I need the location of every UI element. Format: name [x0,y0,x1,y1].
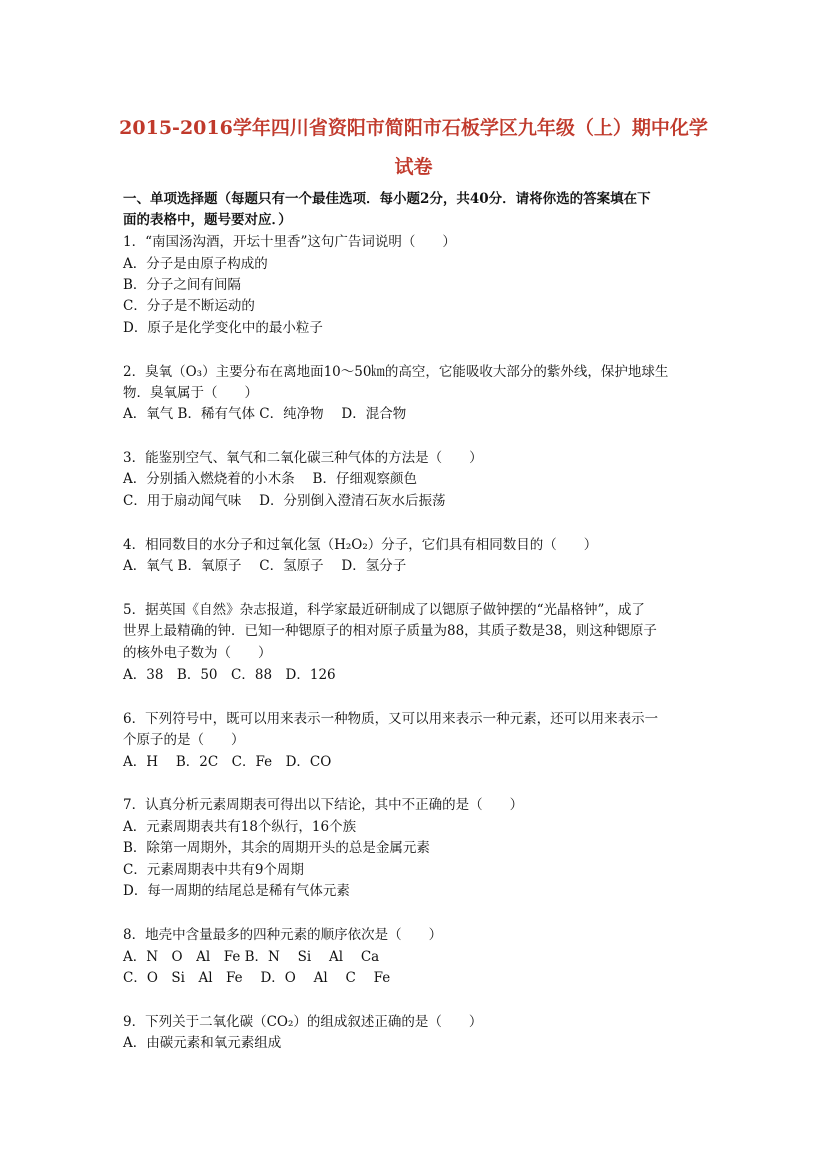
question-3-stem: 3．能鉴别空气、氧气和二氧化碳三种气体的方法是（ ） [123,450,483,466]
question-8-stem: 8．地壳中含量最多的四种元素的顺序依次是（ ） [123,927,443,943]
question-2-options: A．氧气 B．稀有气体 C．纯净物 D．混合物 [123,406,407,422]
question-7-option-b: B．除第一周期外，其余的周期开头的总是金属元素 [123,840,430,856]
question-5-stem-line-3: 的核外电子数为（ ） [123,645,272,661]
question-3-options-cd: C．用于扇动闻气味 D．分别倒入澄清石灰水后振荡 [123,493,446,509]
question-1-option-b: B．分子之间有间隔 [123,277,241,293]
question-4-stem: 4．相同数目的水分子和过氧化氢（H₂O₂）分子，它们具有相同数目的（ ） [123,537,598,553]
question-8-options-ab: A．N O Al Fe B．N Si Al Ca [123,949,380,965]
question-2-stem-line-1: 2．臭氧（O₃）主要分布在离地面10～50㎞的高空，它能吸收大部分的紫外线，保护地球生 [123,364,669,380]
question-3-options-ab: A．分别插入燃烧着的小木条 B．仔细观察颜色 [123,471,417,487]
question-4-options: A．氧气 B．氧原子 C．氢原子 D．氢分子 [123,558,407,574]
question-6-options: A．H B．2C C．Fe D．CO [123,754,332,770]
question-7-option-c: C．元素周期表中共有9个周期 [123,862,304,878]
question-9-stem: 9．下列关于二氧化碳（CO₂）的组成叙述正确的是（ ） [123,1014,483,1030]
question-7-option-a: A．元素周期表共有18个纵行，16个族 [123,819,357,835]
question-1-option-d: D．原子是化学变化中的最小粒子 [123,320,323,336]
section-heading-line-1: 一、单项选择题（每题只有一个最佳选项．每小题2分，共40分．请将你选的答案填在下 [123,191,651,207]
question-7-option-d: D．每一周期的结尾总是稀有气体元素 [123,883,350,899]
question-5-stem-line-2: 世界上最精确的钟．已知一种锶原子的相对原子质量为88，其质子数是38，则这种锶原子 [123,623,657,639]
question-9-option-a: A．由碳元素和氧元素组成 [123,1035,282,1051]
question-6-stem-line-2: 个原子的是（ ） [123,732,245,748]
question-1-option-a: A．分子是由原子构成的 [123,256,268,272]
question-1-stem: 1．“南国汤沟酒，开坛十里香”这句广告词说明（ ） [123,234,456,250]
question-6-stem-line-1: 6．下列符号中，既可以用来表示一种物质，又可以用来表示一种元素，还可以用来表示一 [123,711,659,727]
question-1-option-c: C．分子是不断运动的 [123,298,255,314]
question-5-stem-line-1: 5．据英国《自然》杂志报道，科学家最近研制成了以锶原子做钟摆的“光晶格钟”，成了 [123,602,645,618]
section-heading-line-2: 面的表格中，题号要对应．） [123,212,292,228]
question-7-stem: 7．认真分析元素周期表可得出以下结论，其中不正确的是（ ） [123,797,524,813]
document-title-line-2: 试卷 [394,156,433,178]
question-2-stem-line-2: 物．臭氧属于（ ） [123,385,258,401]
question-8-options-cd: C．O Si Al Fe D．O Al C Fe [123,970,391,986]
question-5-options: A．38 B．50 C．88 D．126 [123,667,336,683]
document-title-line-1: 2015-2016学年四川省资阳市简阳市石板学区九年级（上）期中化学 [119,117,708,139]
